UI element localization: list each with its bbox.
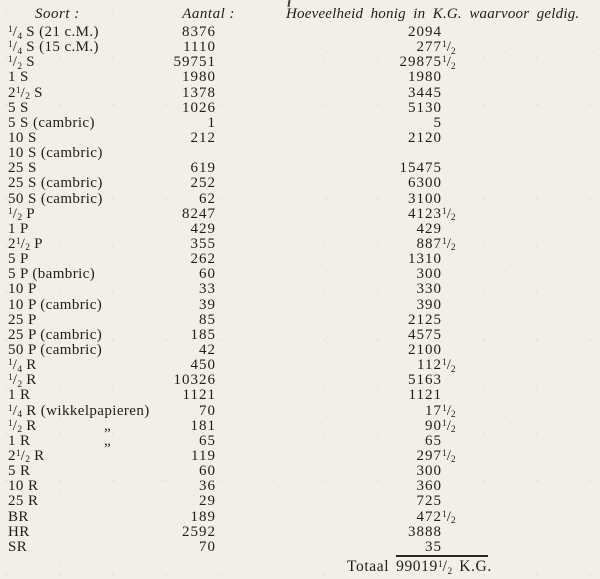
kg-cell: 360 [416,478,442,495]
kg-cell: 1121 [408,387,442,404]
aantal-cell: 355 [190,235,216,252]
kg-cell: 15475 [399,160,442,177]
aantal-cell: 60 [199,266,216,283]
table-row [0,70,600,85]
table-row [0,510,600,525]
table-row [0,540,600,555]
table-row [0,25,600,40]
total-row [347,558,492,576]
aantal-cell: 252 [190,175,216,192]
table-row [0,419,600,434]
table-row [0,267,600,282]
table-row [0,222,600,237]
soort-cell: 10 S (cambric) [8,145,103,162]
soort-cell: $2^1/2$ R [8,447,45,466]
table-row [0,55,600,70]
kg-cell: 29875$^1$/2 [399,54,456,72]
ditto-mark: „ [104,432,111,449]
kg-cell: 3100 [408,190,442,207]
kg-cell: 3888 [408,523,442,540]
aantal-cell: 185 [190,326,216,343]
kg-cell: 3445 [408,84,442,101]
aantal-cell: 619 [190,160,216,177]
aantal-cell: 42 [199,341,216,358]
table-row [0,464,600,479]
soort-cell: 25 P [8,311,37,328]
kg-cell: 35 [425,538,442,555]
table-row [0,40,600,55]
total-value: 99019$^1$/2 [396,558,453,577]
soort-cell: 25 S (cambric) [8,175,103,192]
soort-cell: BR [8,508,29,525]
table-row [0,207,600,222]
aantal-cell: 8376 [182,24,216,40]
kg-cell: 65 [425,432,442,449]
soort-cell: 5 R [8,463,31,480]
kg-cell: 5 [433,114,442,131]
soort-cell: $2^1/2$ P [8,235,43,254]
soort-cell: SR [8,538,28,555]
kg-cell: $297^1/2$ [416,447,456,466]
soort-cell: $^1$/2 S [8,54,35,72]
aantal-cell: 70 [199,402,216,419]
soort-cell: HR [8,523,30,540]
soort-cell: $^1$/4 S (15 c.M.) [8,39,99,57]
table-row [0,192,600,207]
aantal-cell: 1121 [182,387,216,404]
soort-cell: 1 R [8,387,31,404]
kg-cell: 300 [416,266,442,283]
soort-cell: 5 P [8,251,29,268]
aantal-cell: 33 [199,281,216,298]
soort-cell: 5 S [8,99,29,116]
aantal-cell: 65 [199,432,216,449]
table-row [0,328,600,343]
aantal-cell: 189 [190,508,216,525]
table-row [0,388,600,403]
kg-cell: $887^1/2$ [416,235,456,254]
kg-cell: $112^1/2$ [417,357,456,375]
aantal-cell: 450 [190,357,216,374]
soort-cell: $^1$/4 S (21 c.M.) [8,24,99,42]
table-row [0,434,600,449]
soort-cell: 25 S [8,160,37,177]
soort-cell: 5 S (cambric) [8,114,95,131]
table-row [0,161,600,176]
aantal-cell: 1 [207,114,216,131]
soort-cell: 10 P (cambric) [8,296,103,313]
soort-cell: 10 S [8,129,37,146]
table-row [0,373,600,388]
kg-cell: 5130 [408,99,442,116]
total-label: Totaal [347,558,390,575]
soort-cell: 10 R [8,478,39,495]
table-row [0,358,600,373]
soort-cell: 50 P (cambric) [8,341,103,358]
table-row [0,494,600,509]
column-header-hoeveelheid: Hoeveelheid honig in K.G. waarvoor geldig. [286,6,580,22]
soort-cell: 1 S [8,69,29,86]
aantal-cell: 85 [199,311,216,328]
kg-cell: 330 [416,281,442,298]
aantal-cell: 262 [190,251,216,268]
aantal-cell: 39 [199,296,216,313]
aantal-cell: 59751 [173,54,216,71]
table-row [0,404,600,419]
aantal-cell: 62 [199,190,216,207]
soort-cell: $^1$/2 R [8,417,37,436]
aantal-cell: 36 [199,478,216,495]
kg-cell: 5163 [408,372,442,389]
aantal-cell: 70 [199,538,216,555]
kg-cell: 2125 [408,311,442,328]
kg-cell: 4575 [408,326,442,343]
table-row [0,449,600,464]
aantal-cell: 429 [190,220,216,237]
kg-cell: 300 [416,463,442,480]
soort-cell: 1 R [8,432,31,449]
aantal-cell: 1378 [182,84,216,101]
kg-cell: $17^1/2$ [425,402,456,421]
table-row [0,146,600,161]
kg-cell: 4123$^1$/2 [408,205,456,224]
soort-cell: $^1$/2 P [8,205,35,224]
table-row [0,237,600,252]
aantal-cell: 1026 [182,99,216,116]
aantal-cell: 181 [190,417,216,434]
table-row [0,343,600,358]
kg-cell: 2120 [408,129,442,146]
ditto-mark: „ [104,417,111,434]
table-header [0,6,600,24]
table-row [0,479,600,494]
table-row [0,176,600,191]
soort-cell: $^1$/4 R [8,357,37,375]
kg-cell: 2100 [408,341,442,358]
soort-cell: 25 P (cambric) [8,326,103,343]
kg-cell: $277^1/2$ [416,39,456,57]
soort-cell: 1 P [8,220,29,237]
aantal-cell: 8247 [182,205,216,222]
table-row [0,86,600,101]
kg-cell: 6300 [408,175,442,192]
table-body [0,25,600,555]
kg-cell: 429 [416,220,442,237]
column-header-soort: Soort : [35,6,80,22]
kg-cell: $90^1/2$ [425,417,456,436]
kg-cell: 1980 [408,69,442,86]
aantal-cell: 119 [191,447,216,464]
table-row [0,298,600,313]
aantal-cell: 60 [199,463,216,480]
table-row [0,252,600,267]
soort-cell: $2^1/2$ S [8,84,43,103]
table-row [0,282,600,297]
table-row [0,116,600,131]
total-sum-rule [396,555,488,557]
table-row [0,525,600,540]
table-row [0,131,600,146]
total-unit: K.G. [459,558,492,575]
soort-cell: 5 P (bambric) [8,266,96,283]
kg-cell: 2094 [408,24,442,40]
kg-cell: 725 [416,493,442,510]
column-header-aantal: Aantal : [182,6,235,22]
kg-cell: $472^1/2$ [416,508,456,526]
soort-cell: $^1$/4 R (wikkelpapieren) [8,402,150,421]
soort-cell: 50 S (cambric) [8,190,103,207]
aantal-cell: 10326 [173,372,216,389]
soort-cell: 10 P [8,281,37,298]
table-row [0,313,600,328]
aantal-cell: 2592 [182,523,216,540]
soort-cell: 25 R [8,493,39,510]
aantal-cell: 29 [199,493,216,510]
table-row [0,101,600,116]
aantal-cell: 1980 [182,69,216,86]
kg-cell: 390 [416,296,442,313]
kg-cell: 1310 [408,251,442,268]
soort-cell: $^1$/2 R [8,372,37,390]
aantal-cell: 1110 [183,39,216,56]
aantal-cell: 212 [190,129,216,146]
